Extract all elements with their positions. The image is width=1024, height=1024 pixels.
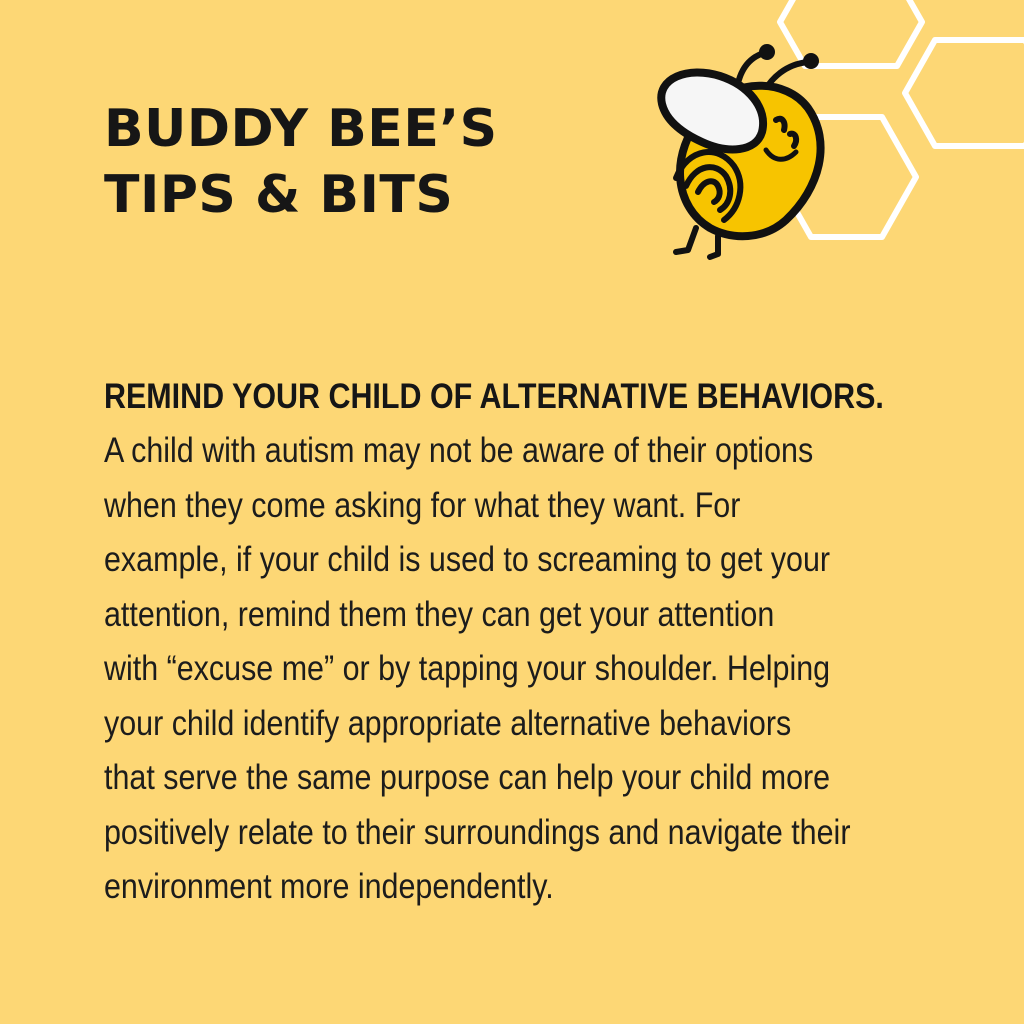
bee-mascot-icon — [636, 38, 852, 270]
tip-body-line: example, if your child is used to screaming to get your — [104, 540, 831, 579]
tip-section — [104, 370, 884, 915]
bee-antenna-tip — [759, 44, 775, 60]
tip-body-line: your child identify appropriate alternative behaviors — [104, 703, 792, 743]
tip-heading: REMIND YOUR CHILD OF ALTERNATIVE BEHAVIORS. — [104, 377, 884, 416]
page-title — [104, 96, 498, 228]
title-line-2: TIPS & BITS — [104, 165, 454, 225]
bee-leg — [676, 228, 696, 252]
bee-leg — [710, 236, 718, 257]
tip-body-line: positively relate to their surroundings and navigate their — [104, 812, 851, 852]
honeycomb-cell — [905, 40, 1024, 146]
tip-body — [104, 424, 861, 915]
tip-body-line: that serve the same purpose can help your child more — [104, 758, 831, 797]
tip-body-line: A child with autism may not be aware of their options — [104, 431, 814, 470]
title-line-1: BUDDY BEE’S — [104, 99, 498, 159]
tip-body-line: when they come asking for what they want. For — [104, 485, 741, 525]
tip-body-line: attention, remind them they can get your attention — [104, 594, 775, 634]
tip-body-line: with “excuse me” or by tapping your shoulder. Helping — [104, 649, 831, 688]
bee-antenna-tip — [803, 53, 819, 69]
tip-body-line: environment more independently. — [104, 867, 554, 906]
